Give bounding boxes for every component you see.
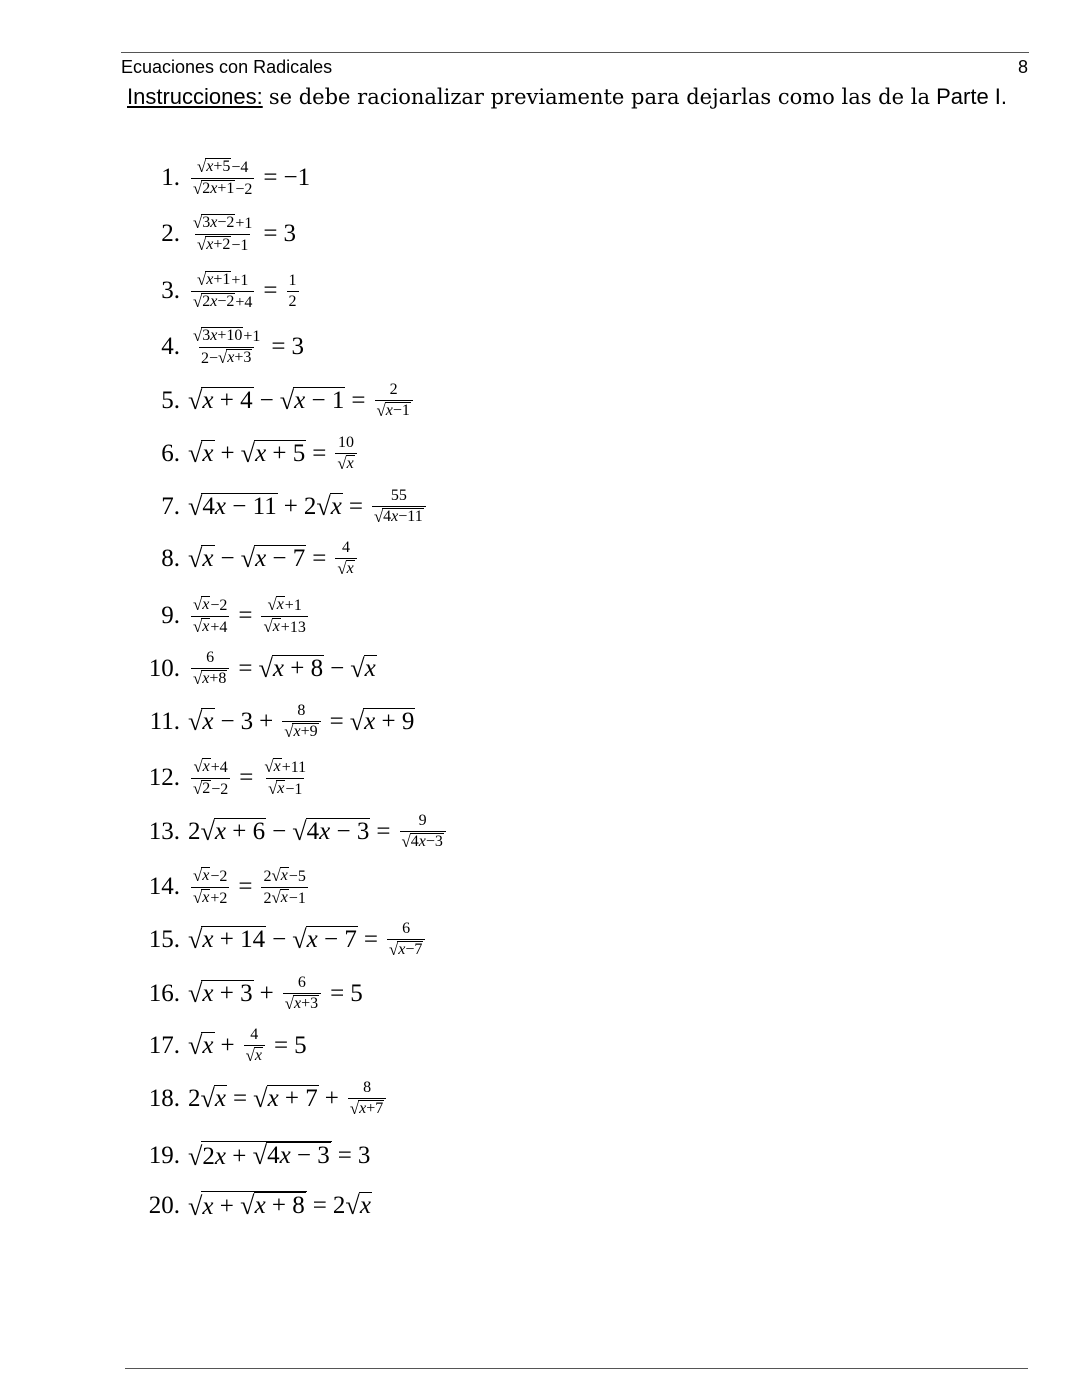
equation-expression: √ x + √ x + 5 = 10 √ x (188, 434, 360, 473)
equation-number: 13. (148, 818, 180, 845)
equation-item (138, 643, 377, 695)
equation-item (138, 806, 449, 858)
equation-expression: √ 4x − 11 + 2 √ x = 55 √ 4x−11 (188, 487, 429, 526)
equation-expression: √ 3x+10 +1 2− √ x+3 = 3 (193, 325, 304, 367)
equation-number: 6. (161, 440, 180, 467)
equation-number: 10. (148, 655, 180, 682)
equation-item (138, 265, 302, 317)
instructions-label: Instrucciones: (127, 84, 263, 109)
equation-item (138, 1130, 370, 1182)
equation-item (138, 375, 416, 427)
equation-expression: √ x − 3 + 8 √ x+9 = √ x + 9 (188, 702, 415, 741)
equation-item (138, 533, 360, 585)
equation-expression: 6 √ x+8 = √ x + 8 − √ x (193, 649, 376, 688)
equation-item (138, 752, 311, 804)
equation-item (138, 152, 310, 204)
equation-item (138, 1180, 372, 1232)
equation-item (138, 208, 296, 260)
instructions-text-end: Parte I. (936, 84, 1008, 109)
equation-expression: √ x −2 √ x +2 = 2 √ x −5 2 √ x −1 (193, 865, 306, 907)
equation-number: 8. (161, 545, 180, 572)
equation-number: 18. (148, 1085, 180, 1112)
equation-number: 11. (149, 708, 180, 735)
equation-item (138, 861, 311, 913)
equation-expression: √ x+1 +1 √ 2x−2 +4 = $\frac{1}{2}$ (193, 269, 297, 311)
equation-expression: √ x + 4 √ x = 5 (188, 1026, 307, 1065)
equation-number: 19. (148, 1142, 180, 1169)
equation-item (138, 968, 363, 1020)
equation-item (138, 481, 429, 533)
equation-number: 2. (161, 220, 180, 247)
equation-expression: √ 2x + √ 4x − 3 = 3 (188, 1141, 371, 1172)
equation-item (138, 590, 311, 642)
equation-item (138, 914, 428, 966)
equation-number: 3. (161, 277, 180, 304)
equation-number: 7. (161, 493, 180, 520)
equation-expression: √ x + 14 − √ x − 7 = 6 √ x−7 (188, 920, 428, 959)
equation-item (138, 1073, 389, 1125)
equation-expression: 2 √ x + 6 − √ 4x − 3 = 9 √ 4x−3 (188, 812, 449, 851)
equation-expression: √ 3x−2 +1 √ x+2 −1 = 3 (193, 212, 296, 254)
equation-expression: √ x +4 √ 2 −2 = √ x +11 √ x −1 (193, 756, 307, 798)
equation-expression: √ x −2 √ x +4 = √ x +1 √ x +13 (193, 594, 306, 636)
equation-number: 1. (161, 164, 180, 191)
header-title: Ecuaciones con Radicales (121, 57, 333, 77)
equation-item (138, 321, 304, 373)
equation-number: 20. (148, 1192, 180, 1219)
equation-expression: 2 √ x = √ x + 7 + 8 √ x+7 (188, 1079, 389, 1118)
page-number: 8 (1017, 57, 1028, 77)
equation-expression: √ x − √ x − 7 = 4 √ x (188, 539, 360, 578)
footer-rule (125, 1368, 1028, 1369)
equation-number: 9. (161, 602, 180, 629)
equation-number: 17. (148, 1032, 180, 1059)
equation-item (138, 696, 415, 748)
equation-expression: √ x + √ x + 8 = 2 √ x (188, 1191, 371, 1222)
equation-number: 4. (161, 333, 180, 360)
equation-number: 14. (148, 873, 180, 900)
equation-item (138, 428, 360, 480)
equation-item (138, 1020, 307, 1072)
instructions-text: se debe racionalizar previamente para dejarlas como las de la (268, 85, 930, 109)
equation-expression: √ x + 4 − √ x − 1 = 2 √ x−1 (188, 381, 416, 420)
equation-expression: √ x + 3 + 6 √ x+3 = 5 (188, 974, 363, 1013)
equation-number: 16. (148, 980, 180, 1007)
equation-number: 12. (148, 764, 180, 791)
equation-number: 15. (148, 926, 180, 953)
equation-expression: √ x+5 −4 √ 2x+1 −2 = −1 (193, 156, 311, 198)
equation-number: 5. (161, 387, 180, 414)
